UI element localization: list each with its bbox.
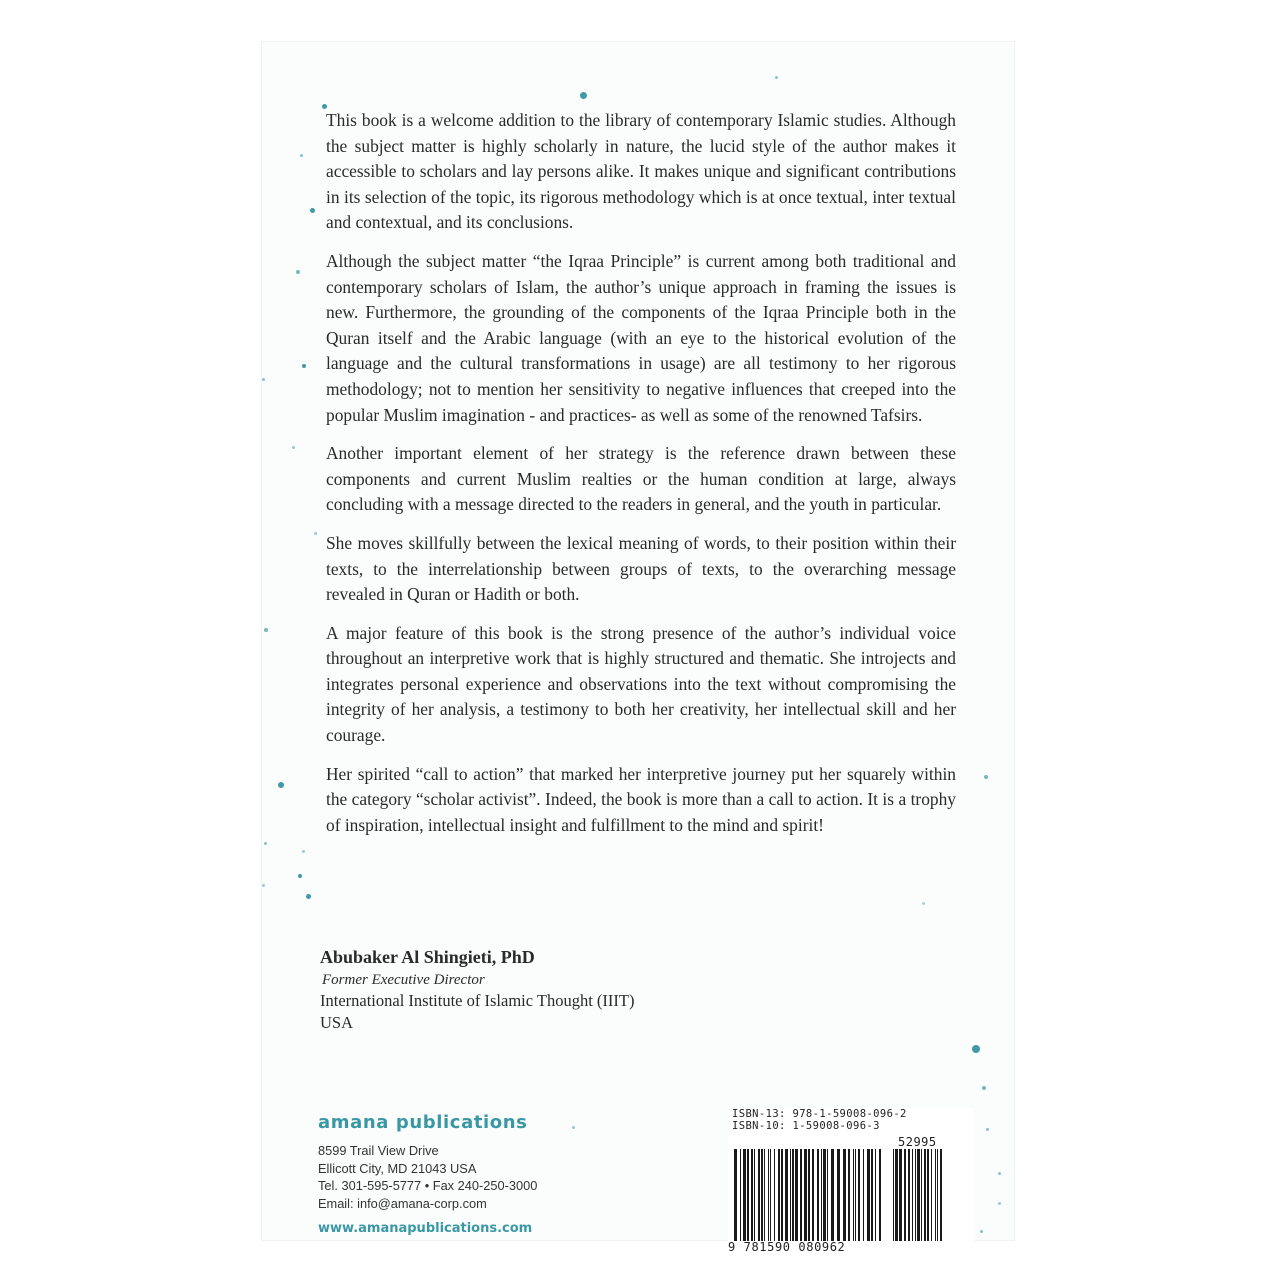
publisher-block [318, 1110, 618, 1236]
review-paragraph: She moves skillfully between the lexical meaning of words, to their position within their texts, to the interrelationship between groups of texts, to the overarching message revealed in Quran or Hadith or both. [326, 532, 956, 605]
barcode-bar [917, 1149, 920, 1241]
barcode-bar [821, 1149, 822, 1241]
barcode-bar [904, 1149, 906, 1241]
barcode-bar [751, 1149, 753, 1241]
barcode-bar [912, 1149, 913, 1241]
reviewer-country: USA [320, 1013, 354, 1032]
review-paragraph: Although the subject matter “the Iqraa Principle” is current among both traditional and contemporary scholars of Islam, the author’s unique approach in framing the issues is new. Furthermore, the grounding of the components of the Iqraa Principle both in the Quran itself and the Arabic language (with an eye to the historical evolution of the language and the cultural transformations in usage) are all testimony to her rigorous methodology; not to mention her sensitivity to negative influences that creeped into the popular Muslim imagination - and practices- as well as some of the renowned Tafsirs. [326, 250, 956, 425]
barcode-bar [792, 1149, 794, 1241]
barcode-bar [804, 1149, 807, 1241]
barcode-bar [837, 1149, 840, 1241]
barcode-bar [937, 1149, 938, 1241]
barcode-bar [908, 1149, 910, 1241]
barcode-bar [895, 1149, 898, 1241]
barcode-bar [863, 1149, 864, 1241]
isbn-barcode-block [728, 1108, 974, 1256]
barcode-bar [893, 1149, 894, 1241]
barcode-bar [867, 1149, 870, 1241]
barcode-bar [855, 1149, 856, 1241]
barcode-bar [734, 1149, 737, 1241]
barcode-bar [778, 1149, 780, 1241]
barcode-addon-icon [893, 1149, 943, 1241]
publisher-address-line1: 8599 Trail View Drive [318, 1143, 439, 1158]
barcode-bar [770, 1149, 771, 1241]
review-text [326, 108, 956, 851]
isbn-10-label: ISBN-10: 1-59008-096-3 [732, 1120, 880, 1132]
review-paragraph: This book is a welcome addition to the library of contemporary Islamic studies. Although the subject matter is highly scholarly in nature, the lucid style of the author makes it accessible to scholars and lay persons alike. It makes unique and significant contributions in its selection of the topic, its rigorous methodology which is at once textual, inter textual and contextual, and its conclusions. [326, 110, 956, 233]
barcode-bar [740, 1149, 741, 1241]
barcode-bar [875, 1149, 876, 1241]
barcode-bar [800, 1149, 802, 1241]
barcode-bar [935, 1149, 936, 1241]
barcode-bar [747, 1149, 749, 1241]
publisher-logo: amana publications [318, 1112, 528, 1133]
reviewer-title: Former Executive Director [322, 972, 485, 988]
review-paragraph: A major feature of this book is the strong presence of the author’s individual voice throughout an interpretive work that is highly structured and thematic. She introjects and integrates personal experience and observations into the text without compromising the integrity of her analysis, a testimony to both her creativity, her intellectual skill and her courage. [326, 622, 956, 746]
barcode-bar [808, 1149, 810, 1241]
barcode-bar [795, 1149, 798, 1241]
barcode-bar [754, 1149, 755, 1241]
barcode-bar [848, 1149, 850, 1241]
barcode-bar [768, 1149, 769, 1241]
isbn-13-label: ISBN-13: 978-1-59008-096-2 [732, 1108, 907, 1120]
reviewer-name: Abubaker Al Shingieti, PhD [320, 947, 535, 967]
publisher-address-line2: Ellicott City, MD 21043 USA [318, 1160, 477, 1176]
barcode-bar [743, 1149, 746, 1241]
publisher-website: www.amanapublications.com [318, 1221, 533, 1236]
barcode-bar [853, 1149, 854, 1241]
barcode-bar [940, 1149, 942, 1241]
barcode-bar [831, 1149, 834, 1241]
barcode-bar [879, 1149, 881, 1241]
publisher-phone: Tel. 301-595-5777 • Fax 240-250-3000 [318, 1178, 538, 1193]
barcode-bar [823, 1149, 826, 1241]
barcode-bar [858, 1149, 860, 1241]
review-paragraph: Another important element of her strategy is the reference drawn between these components and current Muslim realties or the human condition at large, always concluding with a message directed to the readers in general, and the youth in particular. [326, 443, 956, 515]
review-paragraph: Her spirited “call to action” that marked her interpretive journey put her squarely within the category “scholar activist”. Indeed, the book is more than a call to action. It is a trophy of inspiration, intellectual insight and fulfillment to the mind and spirit! [326, 763, 956, 835]
barcode-bar [871, 1149, 873, 1241]
barcode-main-icon [734, 1149, 884, 1241]
barcode-bar [817, 1149, 819, 1241]
barcode-bar [781, 1149, 783, 1241]
barcode-digits: 9 781590 080962 [728, 1240, 846, 1254]
barcode-bar [921, 1149, 922, 1241]
barcode-bar [758, 1149, 760, 1241]
barcode-bar [812, 1149, 814, 1241]
barcode-bar [764, 1149, 765, 1241]
reviewer-organization: International Institute of Islamic Thought (IIIT) [320, 991, 635, 1010]
barcode-bar [931, 1149, 932, 1241]
barcode-bar [785, 1149, 788, 1241]
barcode-bar [924, 1149, 926, 1241]
book-back-cover [262, 42, 1014, 1254]
publisher-email: Email: info@amana-corp.com [318, 1195, 487, 1211]
barcode-bar [843, 1149, 846, 1241]
barcode-bar [790, 1149, 791, 1241]
barcode-bar [827, 1149, 828, 1241]
barcode-bar [915, 1149, 916, 1241]
barcode-bar [774, 1149, 775, 1241]
barcode-bar [927, 1149, 929, 1241]
barcode-bar [899, 1149, 902, 1241]
barcode-bar [761, 1149, 763, 1241]
reviewer-signature [320, 944, 740, 1034]
price-code: 52995 [898, 1135, 937, 1149]
